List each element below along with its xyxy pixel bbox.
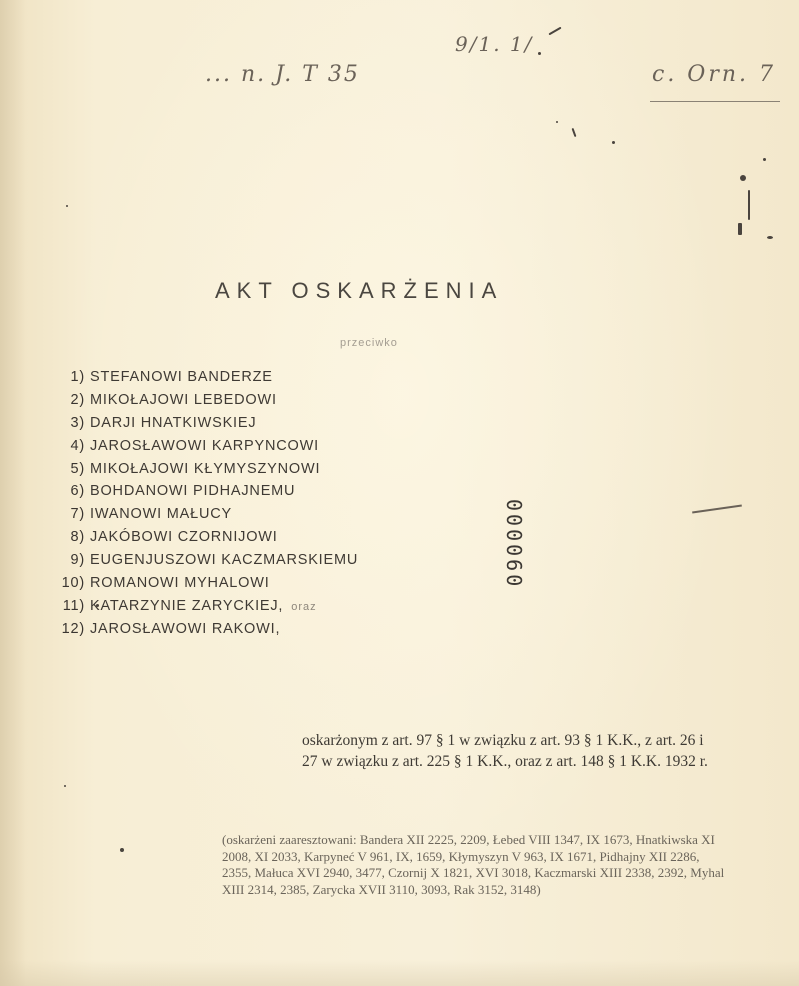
scan-speck (64, 785, 66, 787)
scan-speck (66, 205, 68, 207)
defendant-note: oraz (291, 600, 317, 613)
defendant-name: JAKÓBOWI CZORNIJOWI (90, 529, 278, 546)
defendant-number: 3) (70, 414, 85, 431)
handwritten-mark-center: 9/1. 1/ (455, 32, 534, 56)
defendant-number: 8) (70, 529, 85, 546)
defendant-number: 4) (70, 437, 85, 454)
handwritten-mark-right: c. Orn. 7 (652, 62, 777, 87)
scan-speck (740, 175, 746, 181)
scan-speck (556, 121, 558, 123)
defendant-name: STEFANOWI BANDERZE (90, 369, 273, 385)
defendant-item (46, 415, 358, 438)
defendant-item (46, 369, 358, 392)
defendant-number: 7) (70, 506, 85, 523)
scan-speck (572, 128, 577, 137)
document-subtitle: przeciwko (340, 337, 398, 349)
defendant-number: 12) (61, 620, 85, 637)
defendant-number: 6) (70, 483, 85, 500)
defendant-number: 10) (61, 575, 85, 592)
defendant-item (46, 392, 358, 415)
archive-stamp-number: 000060 (502, 499, 526, 590)
defendant-item (46, 483, 358, 506)
scan-speck (763, 158, 766, 161)
defendant-item (46, 529, 358, 552)
scan-bottom-edge (0, 960, 799, 986)
scan-left-edge (0, 0, 26, 986)
scan-speck (538, 52, 541, 55)
defendant-name: MIKOŁAJOWI KŁYMYSZYNOWI (90, 460, 321, 477)
defendant-item (46, 598, 358, 621)
defendant-name: MIKOŁAJOWI LEBEDOWI (90, 391, 277, 408)
defendant-number: 5) (70, 460, 85, 477)
defendant-name: EUGENJUSZOWI KACZMARSKIEMU (90, 552, 359, 569)
defendant-name: BOHDANOWI PIDHAJNEMU (90, 483, 296, 500)
defendant-item (46, 438, 358, 461)
document-title: AKT OSKARŻENIA (215, 278, 504, 303)
defendant-item (46, 575, 358, 598)
handwritten-mark-left: ... n. J. T 35 (205, 62, 360, 87)
scan-speck (612, 141, 615, 144)
defendant-item (46, 552, 358, 575)
margin-dot (120, 848, 124, 852)
defendant-name: JAROSŁAWOWI KARPYNCOWI (90, 437, 319, 454)
detention-note: (oskarżeni zaaresztowani: Bandera XII 2225, 2209, Łebed VIII 1347, IX 1673, Hnatkiwska XI 2008, XI 2033, Karpyneć V 961, IX, 1659, Kłymyszyn V 963, IX 1671, Pidhajny XII 2286, 2355, Małuca XVI 2940, 3477, Czornij X 1821, XVI 3018, Kaczmarski XIII 2338, 2392, Myhal XIII 2314, 2385, Zarycka XVII 3110, 3093, Rak 3152, 3148) (222, 832, 725, 897)
defendant-list (46, 369, 358, 644)
defendant-name: DARJI HNATKIWSKIEJ (90, 414, 257, 431)
scan-speck (548, 27, 561, 36)
handwritten-underline (650, 101, 780, 102)
defendant-name: ROMANOWI MYHALOWI (90, 575, 270, 592)
defendant-number: 11) (62, 597, 85, 614)
defendant-item (46, 461, 358, 484)
defendant-number: 9) (70, 552, 85, 569)
scan-speck (738, 223, 742, 235)
charges-paragraph: oskarżonym z art. 97 § 1 w związku z art. 93 § 1 K.K., z art. 26 i 27 w związku z art. 225 § 1 K.K., oraz z art. 148 § 1 K.K. 1932 r. (302, 732, 708, 770)
scan-speck (767, 236, 773, 239)
defendant-name: JAROSŁAWOWI RAKOWI, (90, 620, 281, 637)
scan-speck (748, 190, 750, 220)
defendant-item (46, 621, 358, 644)
defendant-number: 2) (70, 391, 85, 408)
defendant-number: 1) (70, 369, 85, 385)
defendant-item (46, 506, 358, 529)
defendant-name: KATARZYNIE ZARYCKIEJ, (90, 597, 284, 614)
pencil-dash-mark (692, 505, 742, 514)
defendant-name: IWANOWI MAŁUCY (90, 506, 232, 523)
